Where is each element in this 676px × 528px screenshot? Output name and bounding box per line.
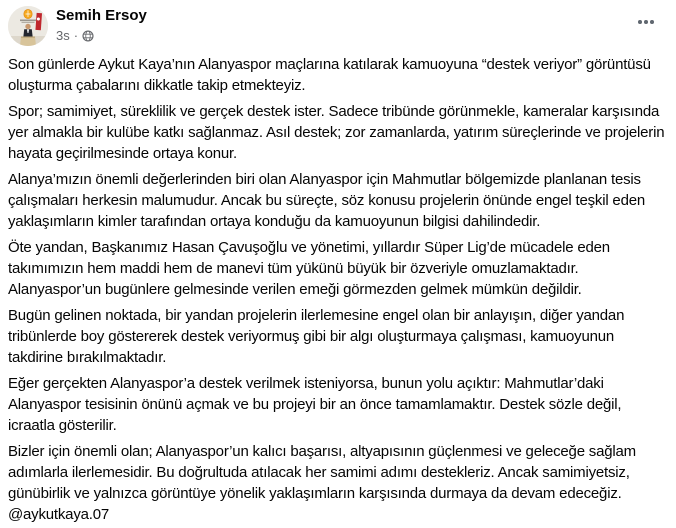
- author-name[interactable]: Semih Ersoy: [56, 7, 147, 24]
- post-header: [0, 0, 676, 50]
- post-paragraph: Bugün gelinen noktada, bir yandan projelerin ilerlemesine engel olan bir anlayışın, diğer yandan tribünlerde boy göstererek destek veriyormuş gibi bir algı oluşturmaya çalışması, kamuoyunun takdirine bırakılmaktadır.: [8, 307, 625, 366]
- ellipsis-dot: [644, 20, 648, 24]
- ellipsis-dot: [650, 20, 654, 24]
- ellipsis-icon[interactable]: [630, 10, 662, 34]
- post-paragraph: Spor; samimiyet, süreklilik ve gerçek destek ister. Sadece tribünde görünmekle, kameralar karşısında yer almakla bir kulübe katkı sağlanmaz. Asıl destek; zor zamanlarda, yatırım süreçlerinde ve projelerin hayata geçirilmesinde ortaya konur.: [8, 103, 665, 162]
- globe-icon: [82, 30, 94, 42]
- avatar[interactable]: [8, 6, 48, 46]
- ellipsis-dot: [638, 20, 642, 24]
- post-meta-row: [56, 27, 147, 44]
- avatar-photo: [8, 6, 48, 46]
- mention-text: @aykutkaya.07: [8, 506, 110, 523]
- timestamp[interactable]: 3s: [56, 28, 70, 43]
- header-meta: [56, 6, 147, 44]
- post-content: [0, 50, 676, 525]
- post-paragraph: Bizler için önemli olan; Alanyaspor’un kalıcı başarısı, altyapısının güçlenmesi ve geleceğe sağlam adımlarla ilerlemesidir. Bu doğrultuda atılacak her samimi adımı destekleriz. Ancak samimiyetsiz, günübirlik ve yalnızca görüntüye yönelik yaklaşımların karşısında durmaya da devam edeceğiz.: [8, 443, 636, 502]
- meta-separator: ·: [73, 28, 79, 43]
- post-paragraph: Son günlerde Aykut Kaya’nın Alanyaspor maçlarına katılarak kamuoyuna “destek veriyor” görüntüsü oluşturma çabalarını dikkatle takip etmekteyiz.: [8, 56, 651, 94]
- post-paragraph: Öte yandan, Başkanımız Hasan Çavuşoğlu ve yönetimi, yıllardır Süper Lig’de mücadele eden takımımızın hem maddi hem de manevi tüm yükünü büyük bir özveriyle omuzlamaktadır. Alanyaspor’un bugünlere gelmesinde verilen emeği görmezden gelmek mümkün değildir.: [8, 239, 610, 298]
- post-paragraph: Eğer gerçekten Alanyaspor’a destek verilmek isteniyorsa, bunun yolu açıktır: Mahmutlar’daki Alanyaspor tesisinin önünü açmak ve bu projeyi bir an önce tamamlamaktır. Destek sözle değil, icraatla gösterilir.: [8, 375, 622, 434]
- post-paragraph: Alanya’mızın önemli değerlerinden biri olan Alanyaspor için Mahmutlar bölgemizde planlanan tesis çalışmaları herkesin malumudur. Ancak bu süreçte, söz konusu projelerin önünde engel teşkil eden yaklaşımların kimler tarafından ortaya konduğu da kamuoyunun bilgisi dahilindedir.: [8, 171, 646, 230]
